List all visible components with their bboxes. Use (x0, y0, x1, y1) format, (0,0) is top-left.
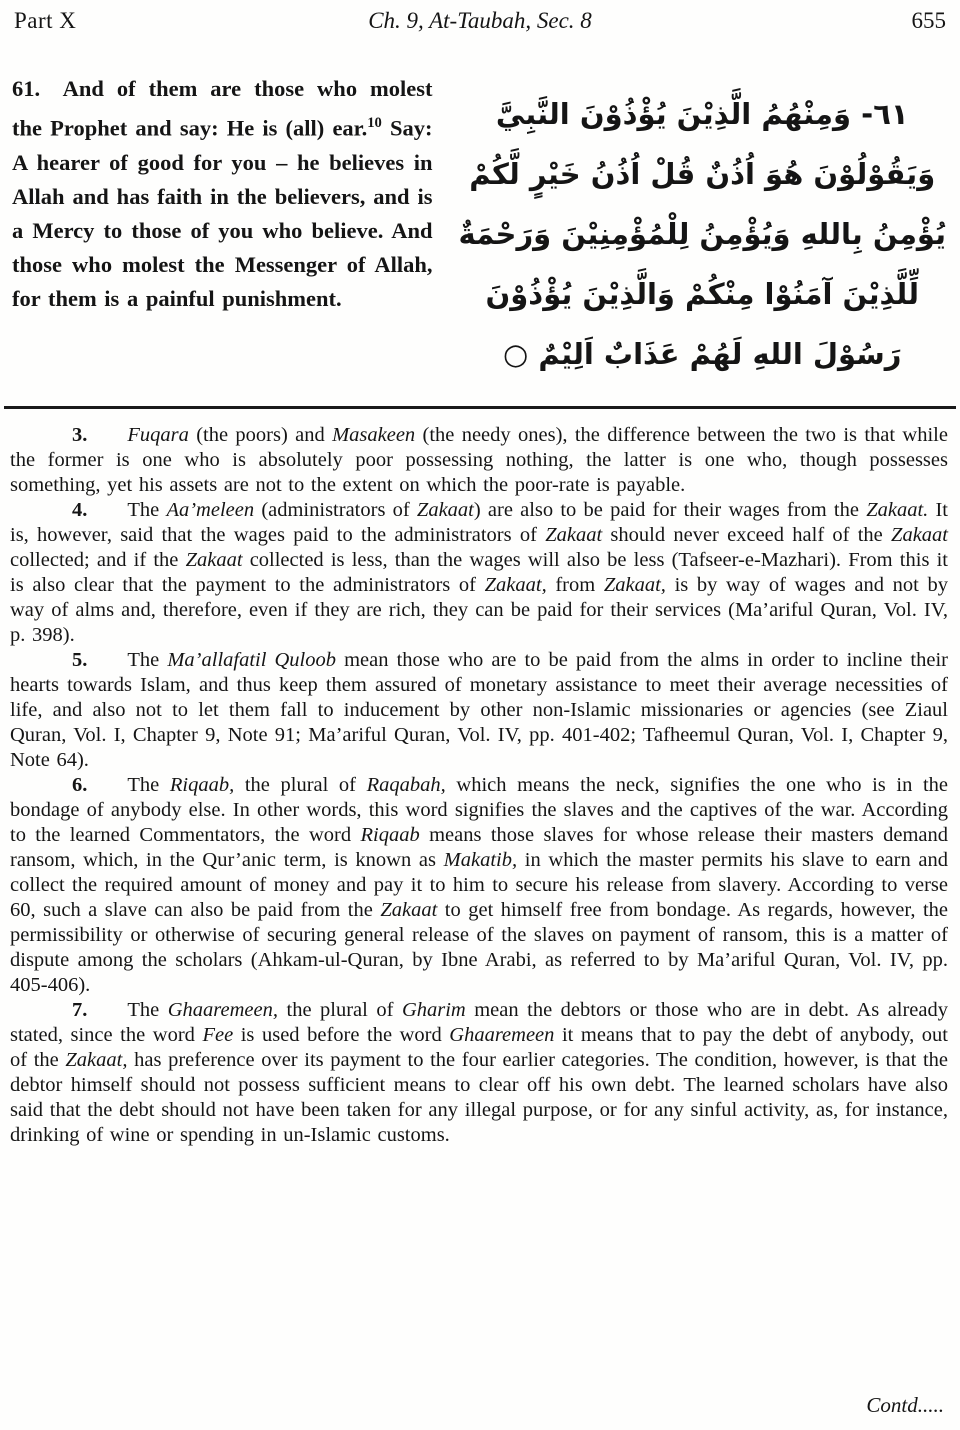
footnote-text: The Ma’allafatil Quloob mean those who are to be paid from the alms in order to incline their hearts towards Islam, and thus keep them assured of monetary assistance to meet their average necessities of life, and also not to let them fall to inducement by other non-Islamic missionaries or agencies (see Ziaul Quran, Vol. I, Chapter 9, Note 91; Ma’ariful Quran, Vol. IV, pp. 401-402; Tafheemul Quran, Vol. I, Chapter 9, Note 64). (10, 649, 949, 771)
footnote-number: 5. (72, 649, 88, 671)
footnote-number: 7. (72, 999, 88, 1021)
arabic-line: ٦١- وَمِنْهُمُ الَّذِيْنَ يُؤْذُوْنَ النَّبِيَّ (495, 97, 909, 131)
verse-section (0, 34, 960, 384)
footnote-text: Fuqara (the poors) and Masakeen (the needy ones), the difference between the two is that while the former is one who is absolutely poor possessing nothing, the latter is one who, though possesses something, yet his assets are not to the extent on which the poor-rate is payable. (10, 424, 948, 496)
continued-label: Contd..... (866, 1393, 944, 1417)
header-page-number: 655 (911, 8, 946, 33)
footnotes-section (0, 409, 960, 1148)
footnote (10, 773, 948, 998)
footnote-number: 6. (72, 774, 88, 796)
verse-arabic-text (459, 72, 946, 384)
footnote-text: The Riqaab, the plural of Raqabah, which means the neck, signifies the one who is in the bondage of anybody else. In other words, this word signifies the slaves and the captives of the war. According to the learned Commentators, the word Riqaab means those slaves for whose release their masters demand ransom, which, in the Qur’anic term, is known as Makatib, in which the master permits his slave to earn and collect the required amount of money and pay it to him to secure his release from slavery. According to verse 60, such a slave can also be paid from the Zakaat to get himself free from bondage. As regards, however, the permissibility or otherwise of securing general release of the slaves on payment of ransom, this is a matter of dispute among the scholars (Ahkam-ul-Quran, by Ibne Arabi, as referred to by Ma’ariful Quran, Vol. IV, pp. 405-406). (10, 774, 949, 996)
arabic-line: لِّلَّذِيْنَ آمَنُوْا مِنْكُمْ وَالَّذِيْنَ يُؤْذُوْنَ (485, 277, 919, 311)
arabic-line: يُؤْمِنُ بِاللهِ وَيُؤْمِنُ لِلْمُؤْمِنِيْنَ وَرَحْمَةٌ (458, 217, 946, 251)
arabic-line: رَسُوْلَ اللهِ لَهُمْ عَذَابٌ اَلِيْمٌ ○ (503, 337, 902, 371)
arabic-line: وَيَقُوْلُوْنَ هُوَ اُذُنٌ قُلْ اُذُنُ خَيْرٍ لَّكُمْ (469, 157, 936, 191)
footnote (10, 423, 948, 498)
footnote (10, 998, 948, 1148)
footnote (10, 498, 948, 648)
footnote-text: The Ghaaremeen, the plural of Gharim mean the debtors or those who are in debt. As already stated, since the word Fee is used before the word Ghaaremeen it means that to pay the debt of anybody, out of the Zakaat, has preference over its payment to the four earlier categories. The condition, however, is that the debtor himself should not possess sufficient means to clear off his own debt. The learned scholars have also said that the debt should not have been taken for any illegal purpose, or for any sinful activity, as, for instance, drinking of wine or spending in un-Islamic customs. (10, 999, 948, 1146)
footnote-number: 4. (72, 499, 88, 521)
page-header (0, 0, 960, 34)
footnote (10, 648, 948, 773)
footnote-number: 3. (72, 424, 88, 446)
header-part-label: Part X (14, 8, 77, 33)
header-chapter-title: Ch. 9, At-Taubah, Sec. 8 (368, 8, 592, 33)
verse-english-translation: 61. And of them are those who molest the Prophet and say: He is (all) ear.$^{10}$ Say: A hearer of good for you – he believes in Allah and has faith in the believers, and is a Mercy to those of you who believe. And those who molest the Messenger of Allah, for them is a painful punishment. (12, 76, 433, 311)
footnote-text: The Aa’meleen (administrators of Zakaat) are also to be paid for their wages from the Zakaat. It is, however, said that the wages paid to the administrators of Zakaat should never exceed half of the Zakaat collected; and if the Zakaat collected is less, than the wages will also be less (Tafseer-e-Mazhari). From this it is also clear that the payment to the administrators of Zakaat, from Zakaat, is by way of wages and not by way of alms and, therefore, even if they are rich, they can be paid for their services (Ma’ariful Quran, Vol. IV, p. 398). (10, 499, 948, 646)
